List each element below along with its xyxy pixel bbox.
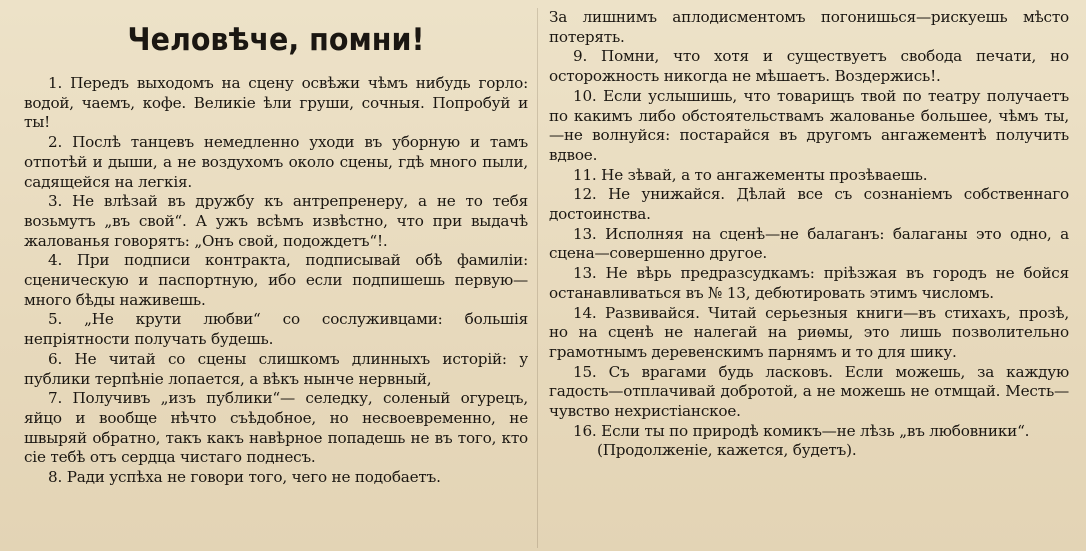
left-column-text	[24, 74, 528, 488]
article-title: Человѣче, помни!	[127, 22, 425, 58]
rule-paragraph-3: 3. Не влѣзай въ дружбу къ антрепренеру, а не то тебя возьмутъ „въ свой“. А ужъ всѣмъ извѣстно, что при выдачѣ жалованья говорятъ: „Онъ свой, подождетъ“!.	[24, 192, 528, 250]
rule-paragraph-4: 4. При подписи контракта, подписывай обѣ фамиліи: сценическую и паспортную, ибо если подпишешь первую—много бѣды наживешь.	[24, 251, 528, 309]
rule-paragraph-15: 15. Съ врагами будь ласковъ. Если можешь, за каждую гадость—отплачивай добротой, а не можешь не отмщай. Месть—чувство нехристіанское.	[549, 362, 1069, 421]
rule-paragraph-12: 12. Не унижайся. Дѣлай все съ сознаніемъ собственнаго достоинства.	[549, 185, 1069, 224]
column-divider	[537, 8, 538, 548]
left-column	[24, 0, 528, 551]
rule-paragraph-2: 2. Послѣ танцевъ немедленно уходи въ уборную и тамъ отпотѣй и дыши, а не воздухомъ около сцены, гдѣ много пыли, садящейся на легкія.	[24, 133, 528, 191]
rule-paragraph-14: 14. Развивайся. Читай серьезныя книги—въ стихахъ, прозѣ, но на сценѣ не налегай на риѳмы, это лишь позволительно грамотнымъ деревенскимъ парнямъ и то для шику.	[549, 303, 1069, 361]
rule-paragraph-13b: 13. Не вѣрь предразсудкамъ: пріѣзжая въ городъ не бойся останавливаться въ № 13, дебютировать этимъ числомъ.	[549, 264, 1069, 302]
rule-paragraph-1: 1. Передъ выходомъ на сцену освѣжи чѣмъ нибудь горло: водой, чаемъ, кофе. Великіе ѣли груши, сочныя. Попробуй и ты!	[24, 74, 528, 132]
rule-paragraph-7: 7. Получивъ „изъ публики“— селедку, соленый огурецъ, яйцо и вообще нѣчто съѣдобное, но несвоевременно, не швыряй обратно, такъ какъ навѣрное попадешь не въ того, кто сіе тебѣ отъ сердца чистаго поднесъ.	[24, 389, 528, 467]
rule-paragraph-10: 10. Если услышишь, что товарищъ твой по театру получаетъ по какимъ либо обстоятельствамъ жалованье большее, чѣмъ ты,—не волнуйся: постарайся въ другомъ ангажементѣ получить вдвое.	[549, 86, 1069, 164]
right-column	[549, 0, 1069, 551]
rule-paragraph-8: 8. Ради успѣха не говори того, чего не подобаетъ.	[48, 468, 441, 487]
rule-paragraph-8-continued: За лишнимъ аплодисментомъ погонишься—рискуешь мѣсто потерять.	[549, 8, 1069, 46]
rule-paragraph-6: 6. Не читай со сцены слишкомъ длинныхъ исторій: у публики терпѣніе лопается, а вѣкъ нынче нервный,	[24, 349, 528, 388]
right-column-text	[549, 8, 1069, 461]
rule-paragraph-16: 16. Если ты по природѣ комикъ—не лѣзь „въ любовники“.	[573, 421, 1030, 440]
continuation-note: (Продолженіе, кажется, будетъ).	[597, 441, 857, 460]
rule-paragraph-5: 5. „Не крути любви“ со сослуживцами: большія непріятности получать будешь.	[24, 310, 528, 349]
rule-paragraph-9: 9. Помни, что хотя и существуетъ свобода печати, но осторожность никогда не мѣшаетъ. Воздержись!.	[549, 47, 1069, 86]
rule-paragraph-13a: 13. Исполняя на сценѣ—не балаганъ: балаганы это одно, а сцена—совершенно другое.	[549, 224, 1069, 263]
rule-paragraph-11: 11. Не зѣвай, а то ангажементы прозѣваешь.	[573, 165, 928, 184]
